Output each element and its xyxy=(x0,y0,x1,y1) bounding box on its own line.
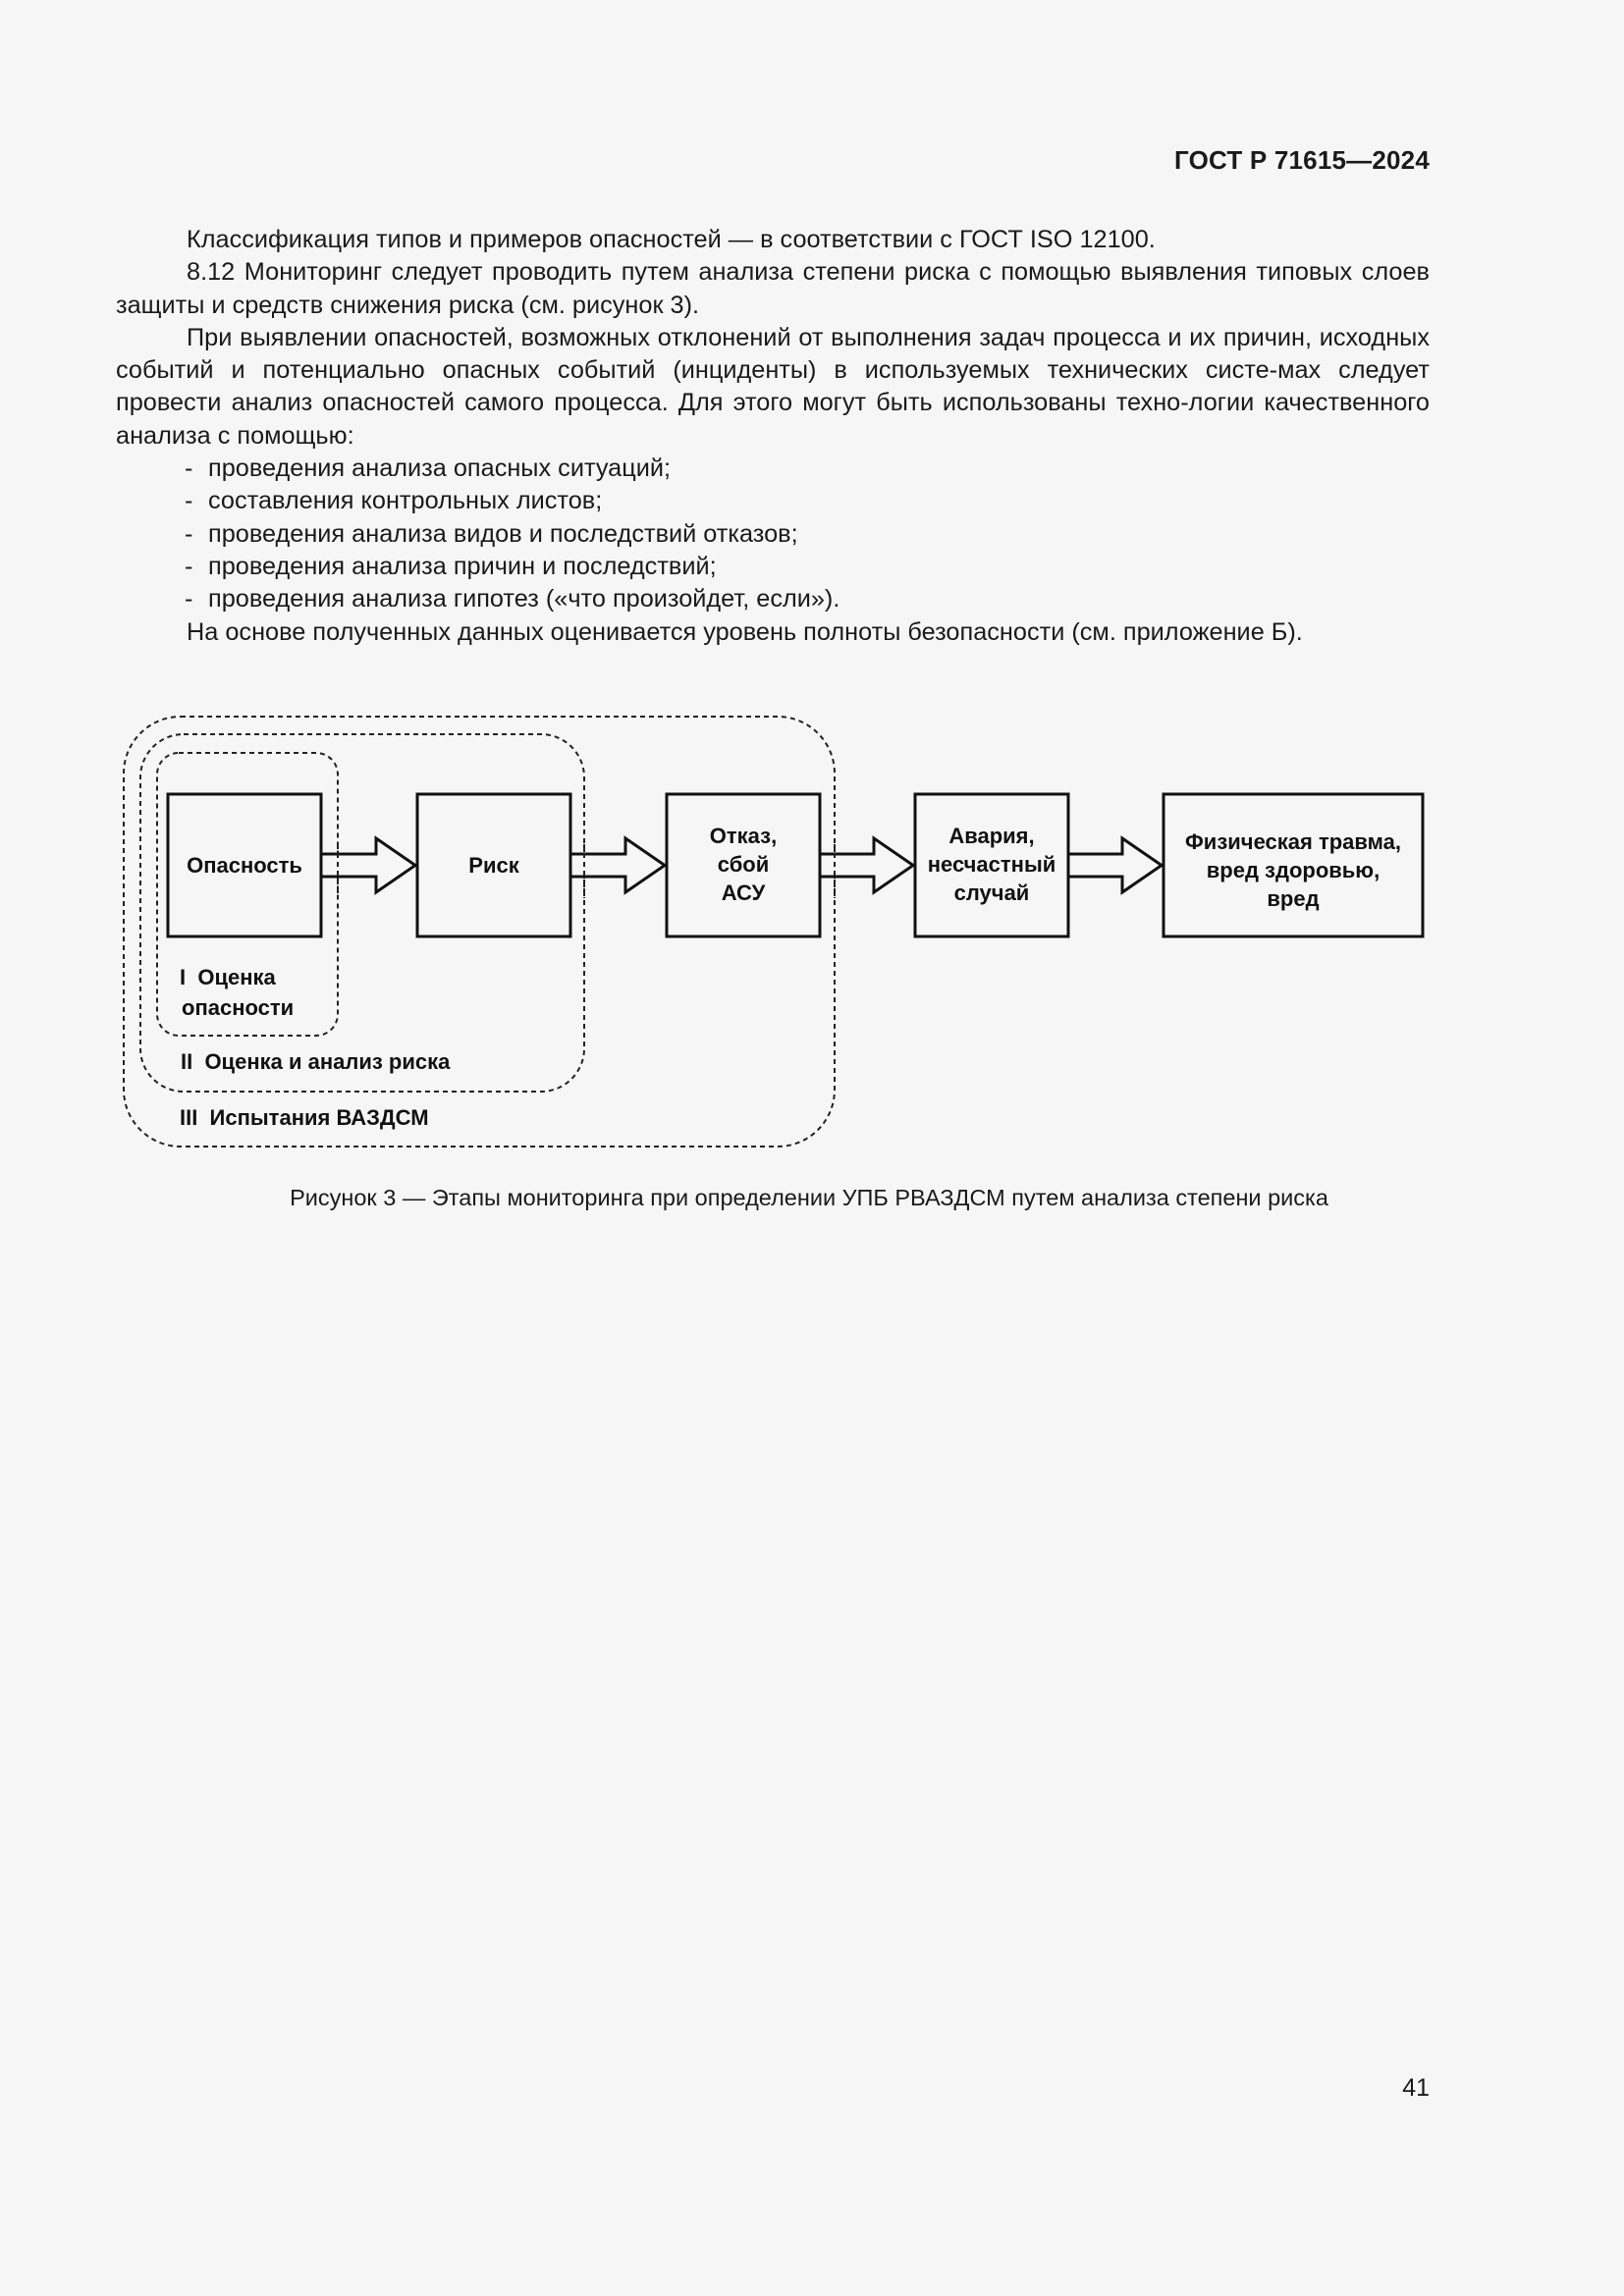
paragraph-hazard-identification: При выявлении опасностей, возможных отклонений от выполнения задач процесса и их причин, исходных событий и потенциально опасных событий (инциденты) в используемых технических систе-мах следует провести анализ опасностей самого процесса. Для этого могут быть использованы техно-логии качественного анализа с помощью: xyxy=(116,323,1430,450)
box-label-failure: Отказ, xyxy=(709,824,778,848)
list-item: - проведения анализа гипотез («что произойдет, если»). xyxy=(116,583,1430,615)
box-label-hazard: Опасность xyxy=(187,853,302,878)
box-label-injury: вред xyxy=(1267,886,1320,911)
stage-label-testing: III Испытания ВАЗДСМ xyxy=(180,1105,429,1130)
paragraph-monitoring: 8.12 Мониторинг следует проводить путем анализа степени риска с помощью выявления типовых слоев защиты и средств снижения риска (см. рисунок 3). xyxy=(116,258,1430,319)
arrow-accident-to-injury xyxy=(1068,838,1162,892)
document-header: ГОСТ Р 71615—2024 xyxy=(1174,145,1430,175)
box-label-injury: Физическая травма, xyxy=(1185,829,1401,854)
paragraph-safety-level: На основе полученных данных оценивается уровень полноты безопасности (см. приложение Б). xyxy=(187,617,1303,646)
list-item: - проведения анализа видов и последствий отказов; xyxy=(116,518,1430,551)
list-marker: - xyxy=(185,585,193,614)
box-label-failure: сбой xyxy=(717,852,770,877)
box-label-injury: вред здоровью, xyxy=(1206,858,1380,882)
list-marker: - xyxy=(185,454,193,483)
flow-diagram xyxy=(116,707,1432,1158)
box-label-accident: несчастный xyxy=(927,852,1056,877)
list-item: - проведения анализа опасных ситуаций; xyxy=(116,453,1430,485)
stage-label-hazard-assessment: I Оценка xyxy=(180,965,276,989)
list-item: - проведения анализа причин и последствий; xyxy=(116,551,1430,583)
page-number: 41 xyxy=(1402,2074,1430,2102)
stage-label-hazard-assessment: опасности xyxy=(182,995,295,1020)
list-marker: - xyxy=(185,519,193,548)
figure-monitoring-stages xyxy=(116,707,1432,1163)
paragraph-hazard-classification: Классификация типов и примеров опасностей — в соответствии с ГОСТ ISO 12100. xyxy=(187,226,1156,253)
figure-caption: Рисунок 3 — Этапы мониторинга при определении УПБ РВАЗДСМ путем анализа степени риска xyxy=(290,1185,1328,1210)
box-label-failure: АСУ xyxy=(721,881,766,905)
box-label-risk: Риск xyxy=(468,853,519,878)
box-label-accident: Авария, xyxy=(948,824,1035,848)
list-marker: - xyxy=(185,487,193,515)
stage-label-risk-analysis: II Оценка и анализ риска xyxy=(181,1049,451,1074)
list-marker: - xyxy=(185,552,193,580)
list-item: - составления контрольных листов; xyxy=(116,485,1430,517)
arrow-hazard-to-risk xyxy=(321,838,415,892)
box-label-accident: случай xyxy=(953,881,1030,905)
body-text xyxy=(116,224,1430,649)
